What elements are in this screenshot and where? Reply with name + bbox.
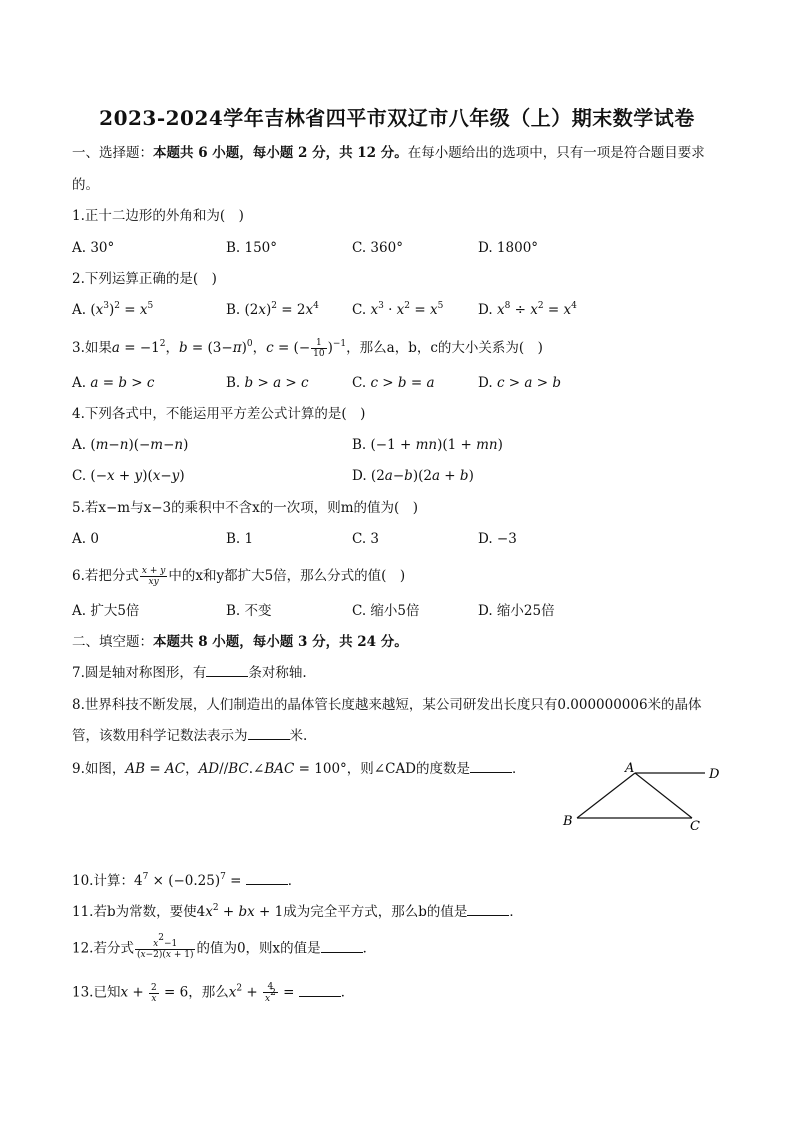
q4-option-c: C. (−x + y)(x−y) <box>72 468 185 484</box>
q11-tail: ． <box>509 904 523 920</box>
q1-option-d: D. 1800° <box>478 240 539 256</box>
q5-option-a: A. 0 <box>72 531 99 547</box>
q13-fraction-1: $\frac{2}{x}$ <box>151 982 157 1004</box>
q2-option-b: B. $(2x)^2 = 2x^4$ <box>226 301 319 318</box>
q1-option-a: A. 30° <box>72 240 115 256</box>
section1-rest: 在每小题给出的选项中，只有一项是符合题目要求 <box>407 145 705 161</box>
q9-mid: ，则∠CAD的度数是 <box>346 761 471 777</box>
q6-prefix: 6.若把分式 <box>72 568 139 584</box>
q11-prefix: 11.若b为常数，要使 <box>72 904 197 920</box>
q5-option-d: D. −3 <box>478 531 517 547</box>
segment-ab <box>577 773 635 818</box>
q2-stem: 2.下列运算正确的是( ) <box>72 271 217 287</box>
q9-prefix: 9.如图， <box>72 761 126 777</box>
q10-stem: 10.计算：$4^7 \times (-0.25)^7$ = ． <box>72 872 302 889</box>
q13-mid: ，那么 <box>188 984 229 1001</box>
q12-answer-blank[interactable] <box>321 940 363 953</box>
q10-answer-blank[interactable] <box>246 872 288 885</box>
q6-option-b: B. 不变 <box>226 603 272 619</box>
section1-bold: 本题共 6 小题，每小题 2 分，共 12 分。 <box>153 145 408 161</box>
q6-option-c: C. 缩小5倍 <box>352 603 420 619</box>
label-b: B <box>563 814 573 829</box>
q12-stem <box>72 933 377 960</box>
q6-fraction: $\frac{x + y}{xy}$ <box>141 566 166 587</box>
q4-option-b: B. (−1 + mn)(1 + mn) <box>352 437 503 453</box>
section1-prefix: 一、选择题： <box>72 145 153 161</box>
segment-ac <box>635 773 692 818</box>
q5-stem: 5.若x−m与x−3的乘积中不含x的一次项，则m的值为( ) <box>72 500 419 516</box>
q12-fraction: $\frac{x^2-1}{(x-2)(x + 1)}$ <box>136 933 194 960</box>
q3-option-d: D. c > a > b <box>478 375 562 391</box>
q3-option-c: C. c > b = a <box>352 375 435 391</box>
section2-bold: 本题共 8 小题，每小题 3 分，共 24 分。 <box>153 634 408 650</box>
q8-line2 <box>72 727 307 745</box>
q13-prefix: 13.已知 <box>72 984 121 1001</box>
q11-answer-blank[interactable] <box>467 903 509 916</box>
q5-option-c: C. 3 <box>352 531 380 547</box>
q7-text: 7.圆是轴对称图形，有 <box>72 665 207 681</box>
q3-option-a: A. a = b > c <box>72 375 155 391</box>
q9-stem: 9.如图，AB = AC，AD//BC.∠BAC = 100°，则∠CAD的度数是 ． <box>72 761 526 777</box>
q8-tail: 米. <box>289 728 308 744</box>
q3-stem: 3.如果$a = -1^2$，$b = (3-\pi)^0$，c = (− $\frac{1}{10}$ )$^{-1}$，那么a，b，c的大小关系为( ) <box>72 338 543 359</box>
q8-text: 管，该数用科学记数法表示为 <box>72 728 248 744</box>
q4-option-d: D. (2a−b)(2a + b) <box>352 468 474 484</box>
q12-mid: 的值为0，则x的值是 <box>196 940 321 957</box>
label-c: C <box>690 819 700 834</box>
q11-mid: 成为完全平方式，那么b的值是 <box>283 904 468 920</box>
q6-option-a: A. 扩大5倍 <box>72 603 140 619</box>
q1-option-b: B. 150° <box>226 240 278 256</box>
q10-tail: ． <box>287 873 302 889</box>
q8-answer-blank[interactable] <box>248 727 290 740</box>
q1-stem: 1.正十二边形的外角和为( ) <box>72 208 244 224</box>
q4-stem: 4.下列各式中，不能运用平方差公式计算的是( ) <box>72 406 366 422</box>
q9-answer-blank[interactable] <box>470 760 512 773</box>
q11-stem: 11.若b为常数，要使$4x^2$ + bx + 1成为完全平方式，那么b的值是 ． <box>72 903 523 920</box>
section1-heading <box>72 144 705 162</box>
section2-prefix: 二、填空题： <box>72 634 153 650</box>
q2-option-a: A. $(x^3)^2 = x^5$ <box>72 301 154 318</box>
q6-stem <box>72 566 405 587</box>
q13-fraction-2: $\frac{4}{x^2}$ <box>265 982 276 1004</box>
q3-fraction: $\frac{1}{10}$ <box>313 338 325 359</box>
q3-suffix: ，那么a，b，c的大小关系为( ) <box>346 340 543 356</box>
page-title: 2023-2024学年吉林省四平市双辽市八年级（上）期末数学试卷 <box>99 106 695 130</box>
q13-stem: 13.已知x + $\frac{2}{x}$ = 6，那么$x^2$ + $\frac{4}{x^2}$ = ． <box>72 982 355 1004</box>
q4-option-a: A. (m−n)(−m−n) <box>72 437 189 453</box>
q10-prefix: 10.计算： <box>72 873 134 889</box>
section1-heading-cont: 的。 <box>72 177 99 193</box>
q9-tail: ． <box>512 761 526 777</box>
label-a: A <box>625 761 635 776</box>
q2-option-d: D. $x^8 \div x^2 = x^4$ <box>478 301 577 318</box>
q7-stem <box>72 664 307 682</box>
q1-option-c: C. 360° <box>352 240 403 256</box>
q7-tail: 条对称轴. <box>248 665 307 681</box>
q8-line1: 8.世界科技不断发展，人们制造出的晶体管长度越来越短，某公司研发出长度只有0.000000006米的晶体 <box>72 697 702 713</box>
q6-option-d: D. 缩小25倍 <box>478 603 555 619</box>
q2-option-c: C. $x^3 \cdot x^2 = x^5$ <box>352 301 444 318</box>
q13-answer-blank[interactable] <box>299 984 341 997</box>
q3-prefix: 3.如果 <box>72 340 112 356</box>
q5-option-b: B. 1 <box>226 531 254 547</box>
q7-answer-blank[interactable] <box>206 664 248 677</box>
q13-tail: ． <box>340 984 355 1001</box>
q9-figure-triangle <box>560 760 760 840</box>
q12-prefix: 12.若分式 <box>72 940 134 957</box>
q3-option-b: B. b > a > c <box>226 375 309 391</box>
q6-suffix: 中的x和y都扩大5倍，那么分式的值( ) <box>168 568 406 584</box>
q12-tail: ． <box>362 940 377 957</box>
label-d: D <box>709 767 720 782</box>
section2-heading <box>72 633 408 651</box>
